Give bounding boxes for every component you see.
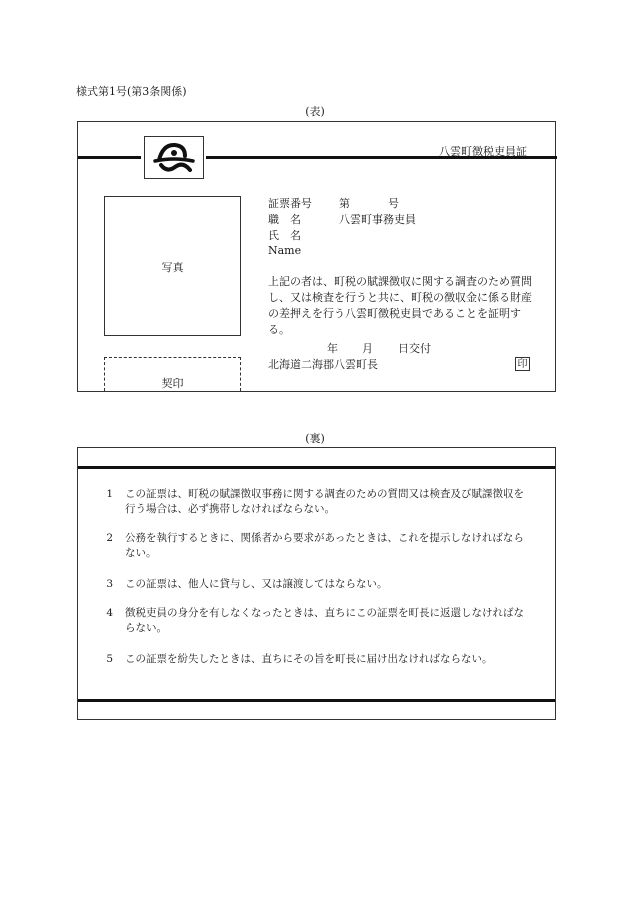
cert-number-prefix: 第 [339, 197, 350, 210]
photo-placeholder [104, 196, 241, 336]
issue-year: 年 [327, 342, 338, 355]
note-number: 1 [106, 488, 113, 500]
cert-number-label: 証票番号 [268, 197, 312, 210]
official-stamp: 印 [515, 357, 530, 371]
issue-month: 月 [362, 342, 373, 355]
front-side-label: (表) [305, 105, 325, 118]
front-card [77, 121, 556, 392]
photo-label: 写真 [161, 261, 184, 274]
position-value: 八雲町事務吏員 [339, 213, 416, 226]
note-text: 徴税吏員の身分を有しなくなったときは、直ちにこの証票を町長に返還しなければならない。 [125, 607, 524, 634]
name-label: 氏 名 [268, 229, 301, 242]
back-side-label: (裏) [305, 432, 325, 445]
back-card [77, 447, 556, 720]
cert-number-suffix: 号 [388, 197, 399, 210]
tally-seal-label: 契印 [161, 377, 184, 390]
certification-statement: 上記の者は、町税の賦課徴収に関する調査のため質問し、又は検査を行うと共に、町税の徴収金に係る財産の差押えを行う八雲町徴税吏員であることを証明する。 [268, 275, 532, 336]
back-rule-top [78, 466, 555, 469]
emblem-icon [149, 140, 199, 176]
note-number: 4 [106, 607, 113, 619]
name-en-label: Name [268, 244, 302, 257]
town-emblem [144, 136, 204, 179]
note-number: 2 [106, 532, 113, 544]
tally-seal-box [104, 357, 241, 391]
note-text: この証票を紛失したときは、直ちにその旨を町長に届け出なければならない。 [125, 653, 493, 665]
note-text: 公務を執行するときに、関係者から要求があったときは、これを提示しなければならない。 [125, 532, 524, 559]
note-number: 3 [106, 578, 113, 590]
card-title: 八雲町徴税吏員証 [439, 145, 527, 158]
issuer: 北海道二海郡八雲町長 [268, 358, 378, 371]
issue-day: 日交付 [398, 342, 431, 355]
back-rule-bottom [78, 699, 555, 702]
note-text: この証票は、他人に貸与し、又は譲渡してはならない。 [125, 578, 388, 590]
note-text: この証票は、町税の賦課徴収事務に関する調査のための質問又は検査及び賦課徴収を行う場合は、必ず携帯しなければならない。 [125, 488, 524, 515]
note-number: 5 [106, 653, 113, 665]
position-label: 職 名 [268, 213, 301, 226]
header-rule-left [78, 156, 141, 159]
form-number-header: 様式第1号(第3条関係) [76, 85, 187, 98]
